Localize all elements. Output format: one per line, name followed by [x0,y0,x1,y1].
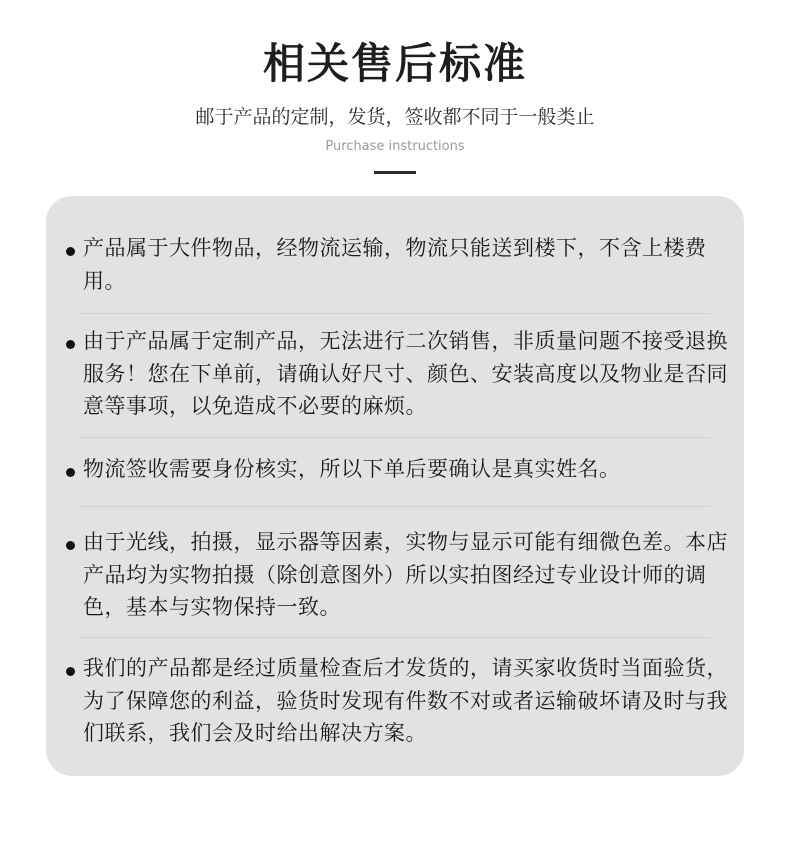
divider [80,437,710,438]
bullet-icon [66,468,75,477]
note-text: 产品属于大件物品，经物流运输，物流只能送到楼下，不含上楼费用。 [83,236,707,293]
note-text: 物流签收需要身份核实，所以下单后要确认是真实姓名。 [83,457,621,481]
note-text: 由于光线，拍摄，显示器等因素，实物与显示可能有细微色差。本店产品均为实物拍摄（除创意图外）所以实拍图经过专业设计师的调色，基本与实物保持一致。 [83,530,728,619]
bullet-icon [66,541,75,550]
page-subtitle-english: Purchase instructions [325,139,465,154]
after-sales-card [46,196,744,776]
bullet-icon [66,340,75,349]
divider [80,637,710,638]
divider [80,313,710,314]
divider [80,506,710,507]
bullet-icon [66,667,75,676]
bullet-icon [66,247,75,256]
note-text: 由于产品属于定制产品，无法进行二次销售，非质量问题不接受退换服务！您在下单前，请确认好尺寸、颜色、安装高度以及物业是否同意等事项，以免造成不必要的麻烦。 [83,329,728,418]
page-subtitle: 邮于产品的定制，发货，签收都不同于一般类止 [195,106,595,128]
page-title: 相关售后标准 [262,39,527,88]
title-underline [374,171,416,174]
note-text: 我们的产品都是经过质量检查后才发货的，请买家收货时当面验货，为了保障您的利益，验货时发现有件数不对或者运输破坏请及时与我们联系，我们会及时给出解决方案。 [83,656,728,745]
